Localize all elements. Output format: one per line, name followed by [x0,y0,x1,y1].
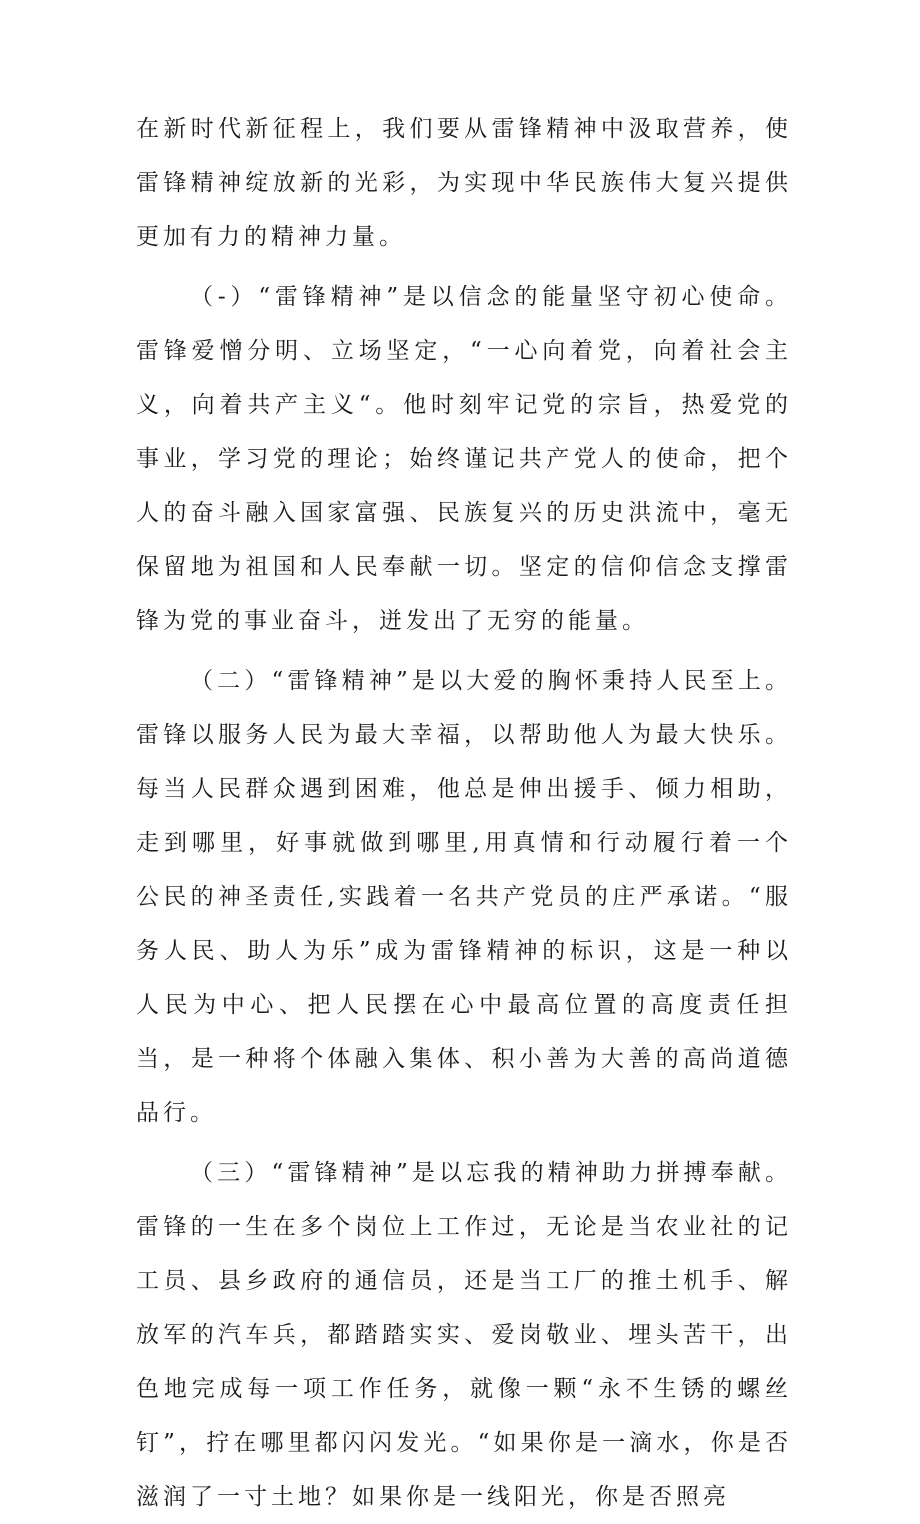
paragraph-section-1: （-）“雷锋精神”是以信念的能量坚守初心使命。雷锋爱憎分明、立场坚定，“一心向着党，向着社会主义，向着共产主义“。他时刻牢记党的宗旨，热爱党的事业，学习党的理论；始终谨记共产党人的使命，把个人的奋斗融入国家富强、民族复兴的历史洪流中，毫无保留地为祖国和人民奉献一切。坚定的信仰信念支撑雷锋为党的事业奋斗，迸发出了无穷的能量。 [136,284,792,634]
paragraph-section-2: （二）“雷锋精神”是以大爱的胸怀秉持人民至上。雷锋以服务人民为最大幸福，以帮助他人为最大快乐。每当人民群众遇到困难，他总是伸出援手、倾力相助，走到哪里，好事就做到哪里,用真情和行动履行着一个公民的神圣责任,实践着一名共产党员的庄严承诺。“服务人民、助人为乐”成为雷锋精神的标识，这是一种以人民为中心、把人民摆在心中最高位置的高度责任担当，是一种将个体融入集体、积小善为大善的高尚道德品行。 [136,668,792,1126]
document-body [136,102,792,1524]
paragraph-intro-continuation: 在新时代新征程上，我们要从雷锋精神中汲取营养，使雷锋精神绽放新的光彩，为实现中华民族伟大复兴提供更加有力的精神力量。 [136,116,792,250]
paragraph-section-3: （三）“雷锋精神”是以忘我的精神助力拼搏奉献。雷锋的一生在多个岗位上工作过，无论是当农业社的记工员、县乡政府的通信员，还是当工厂的推土机手、解放军的汽车兵，都踏踏实实、爱岗敬业、埋头苦干，出色地完成每一项工作任务，就像一颗“永不生锈的螺丝钉”，拧在哪里都闪闪发光。“如果你是一滴水，你是否滋润了一寸土地？如果你是一线阳光，你是否照亮 [136,1160,792,1510]
